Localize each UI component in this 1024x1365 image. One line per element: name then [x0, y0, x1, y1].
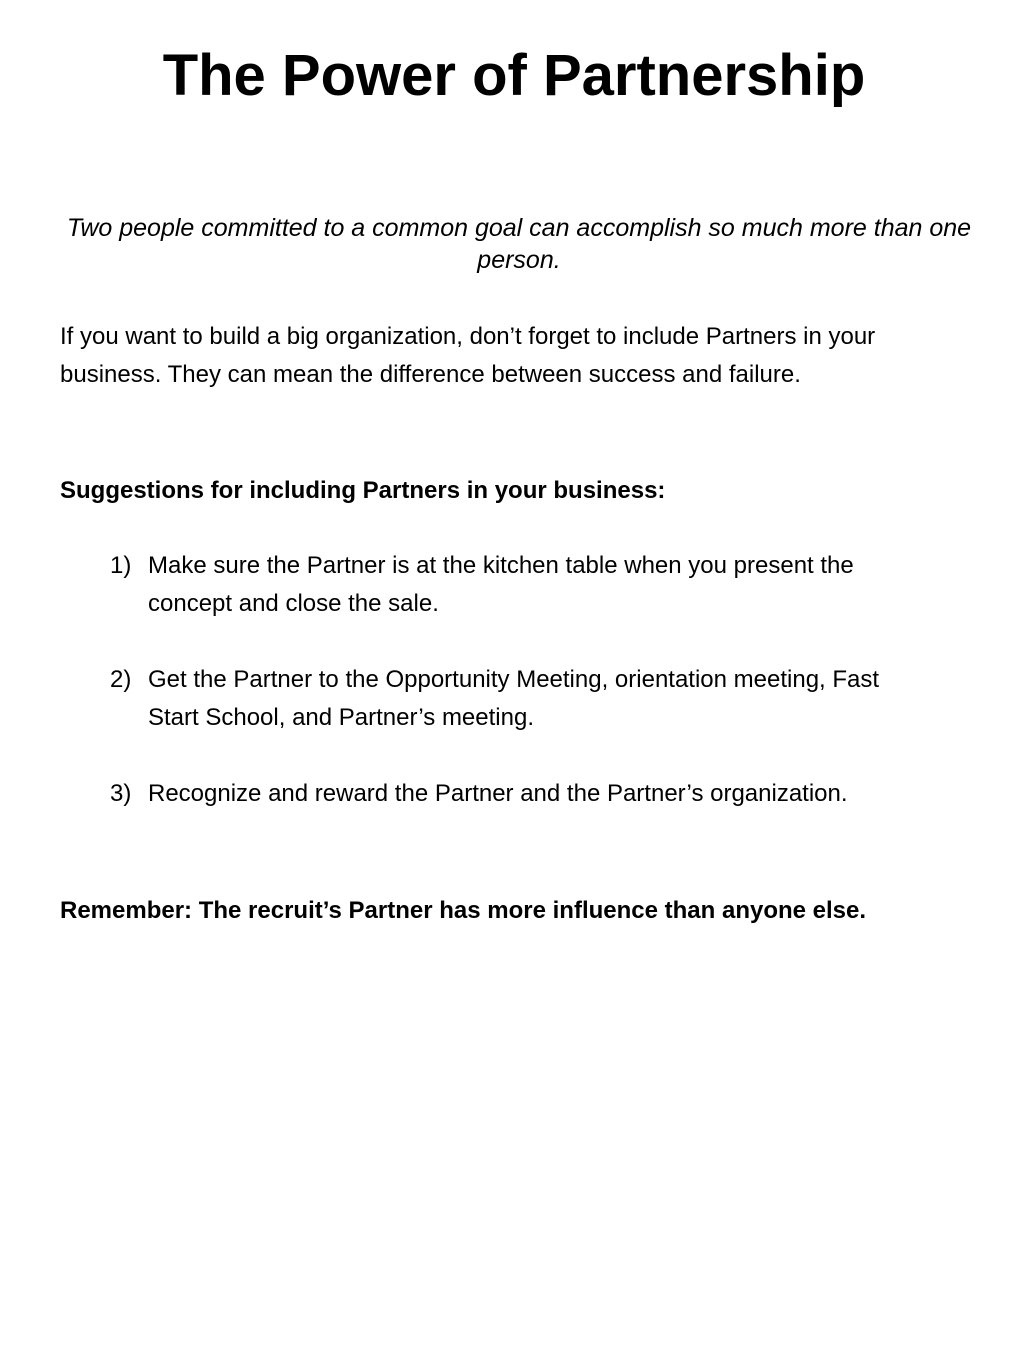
list-item — [110, 661, 930, 737]
list-item-number: 3) — [110, 780, 132, 807]
list-item — [110, 775, 930, 813]
list-item — [110, 547, 930, 623]
subtitle-quote: Two people committed to a common goal can accomplish so much more than one person. — [66, 214, 972, 274]
list-item-number: 1) — [110, 552, 132, 579]
page-title: The Power of Partnership — [162, 43, 866, 108]
list-item-text: Make sure the Partner is at the kitchen table when you present the concept and close the sale. — [148, 552, 854, 617]
list-item-text: Recognize and reward the Partner and the Partner’s organization. — [148, 780, 848, 807]
suggestions-heading: Suggestions for including Partners in your business: — [60, 477, 666, 504]
list-item-text: Get the Partner to the Opportunity Meeting, orientation meeting, Fast Start School, and Partner’s meeting. — [148, 666, 880, 731]
intro-paragraph: If you want to build a big organization, don’t forget to include Partners in your business. They can mean the difference between success and failure. — [60, 323, 876, 388]
remember-note: Remember: The recruit’s Partner has more influence than anyone else. — [60, 897, 867, 924]
list-item-number: 2) — [110, 666, 132, 693]
suggestions-list — [110, 547, 930, 851]
